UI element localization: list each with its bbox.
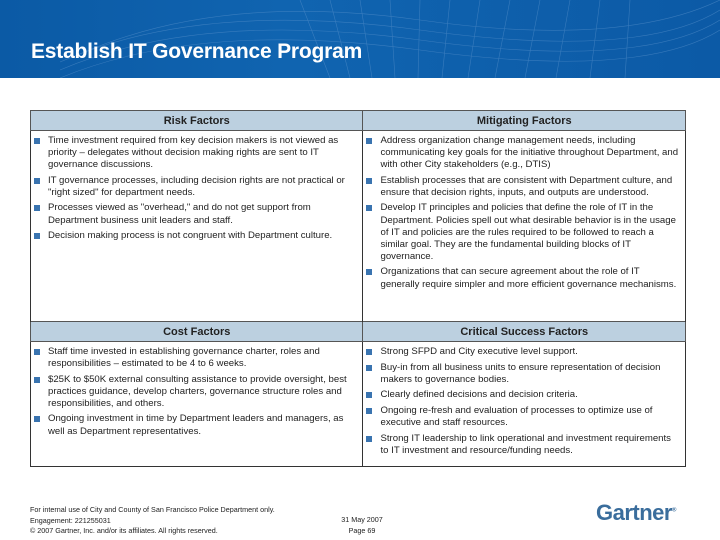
- list-item: Staff time invested in establishing governance charter, roles and responsibilities – estimated to be 4 to 6 weeks.: [31, 346, 358, 370]
- critical-success-factors-cell: [363, 342, 686, 467]
- list-item: Decision making process is not congruent with Department culture.: [31, 230, 358, 242]
- risk-factors-heading: Risk Factors: [31, 111, 363, 131]
- logo-text: Gartner: [596, 500, 672, 525]
- footer-engagement: Engagement: 221255031: [30, 515, 111, 525]
- footer-date-page: [337, 515, 387, 536]
- list-item: Time investment required from key decision makers is not viewed as priority – delegates without decision making rights are sent to IT governance discussions.: [31, 135, 358, 171]
- mitigating-factors-heading: Mitigating Factors: [363, 111, 686, 131]
- list-item: Strong SFPD and City executive level support.: [363, 346, 681, 358]
- footer-date: 31 May 2007: [341, 515, 383, 524]
- governance-factors-table: [30, 110, 686, 467]
- list-item: IT governance processes, including decision rights are not practical or "right sized" for department needs.: [31, 175, 358, 199]
- risk-factors-cell: [31, 131, 363, 322]
- list-item: $25K to $50K external consulting assistance to provide oversight, best practices guidance, develop charters, governance structure roles and responsibilities, and others.: [31, 374, 358, 410]
- critical-success-factors-heading: Critical Success Factors: [363, 322, 686, 342]
- mesh-background-graphic: [0, 0, 720, 78]
- footer-disclaimer: [30, 505, 275, 537]
- header-banner: [0, 0, 720, 78]
- list-item: Address organization change management needs, including communicating key goals for the initiative throughout Department, and with other City stakeholders (e.g., DTIS): [363, 135, 681, 171]
- list-item: Strong IT leadership to link operational and investment requirements to IT investment and resource/funding needs.: [363, 433, 681, 457]
- footer-page-number: Page 69: [348, 525, 376, 535]
- list-item: Ongoing re-fresh and evaluation of processes to optimize use of executive and staff resources.: [363, 405, 681, 429]
- footer-copyright: © 2007 Gartner, Inc. and/or its affiliates. All rights reserved.: [30, 526, 218, 535]
- list-item: Organizations that can secure agreement about the role of IT generally require simpler and more efficient governance mechanisms.: [363, 266, 681, 290]
- gartner-logo: Gartner®: [596, 500, 676, 525]
- list-item: Develop IT principles and policies that define the role of IT in the Department. Policies spell out what desirable behavior is in the usage of IT and policies are the rules required to be followed to reach a similar goal. They are the fundamental building blocks of IT governance.: [363, 202, 681, 262]
- cost-factors-heading: Cost Factors: [31, 322, 363, 342]
- list-item: Processes viewed as "overhead," and do not get support from Department business unit leaders and staff.: [31, 202, 358, 226]
- cost-factors-cell: [31, 342, 363, 467]
- list-item: Establish processes that are consistent with Department culture, and ensure that decision rights, inputs, and outputs are understood.: [363, 175, 681, 199]
- footer-usage-note: For internal use of City and County of San Francisco Police Department only.: [30, 505, 275, 514]
- page-title: Establish IT Governance Program: [31, 40, 363, 63]
- mitigating-factors-cell: [363, 131, 686, 322]
- list-item: Ongoing investment in time by Department leaders and managers, as well as Department representatives.: [31, 413, 358, 437]
- list-item: Clearly defined decisions and decision criteria.: [363, 389, 681, 401]
- list-item: Buy-in from all business units to ensure representation of decision makers to governance bodies.: [363, 362, 681, 386]
